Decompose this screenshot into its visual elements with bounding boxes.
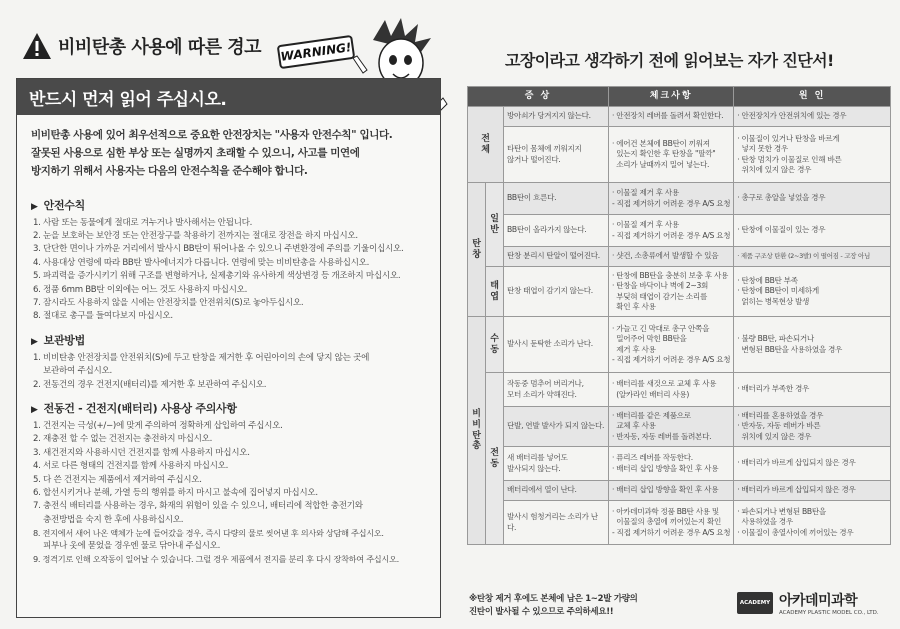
intro-line: 잘못된 사용으로 심한 부상 또는 실명까지 초래할 수 있으니, 사고를 미연에: [31, 146, 360, 159]
table-header-row: [468, 87, 891, 107]
group-label-whole: 전 체: [468, 107, 504, 183]
group-label-magazine: 탄 창: [468, 183, 486, 317]
table-row: [468, 447, 891, 481]
table-row: [468, 107, 891, 127]
academy-logo-korean: 아카데미과학: [779, 593, 858, 609]
list-item: 6. 정품 6mm BB탄 이외에는 어느 것도 사용하지 마십시오.: [33, 284, 248, 295]
cause-cell: · 탄창에 이물질이 있는 경우: [734, 215, 891, 247]
group-label-electric: 전 동: [486, 373, 504, 545]
diagnosis-table: [467, 86, 891, 545]
section-title-storage: ▶ 보관방법: [31, 332, 440, 348]
list-item: 8. 절대로 총구를 들여다보지 마십시오.: [33, 311, 173, 322]
check-cell: · 배터리를 새것으로 교체 후 사용 (알카라인 배터리 사용): [609, 373, 734, 407]
footnote: [469, 593, 638, 619]
list-item: 1. 건전지는 극성(+/−)에 맞게 주의하여 정확하게 삽입하여 주십시오.: [33, 421, 283, 431]
list-item: 2. 재충전 할 수 없는 건전지는 충전하지 마십시오.: [33, 434, 213, 445]
group-label-general: 일 반: [486, 183, 504, 267]
symptom-cell: 배터리에서 열이 난다.: [504, 481, 609, 501]
intro-line: 비비탄총 사용에 있어 최우선적으로 중요한 안전장치는 "사용자 안전수칙" 입니다.: [31, 129, 393, 141]
warning-page: [8, 18, 445, 615]
cause-cell: · 배터리를 혼용하였을 경우 · 반자동, 자동 레버가 바른 위치에 있지 않은 경우: [734, 407, 891, 447]
academy-logo: [737, 590, 879, 616]
symptom-cell: BB탄이 흐른다.: [504, 183, 609, 215]
symptom-cell: 방아쇠가 당겨지지 않는다.: [504, 107, 609, 127]
academy-logo-text: [779, 590, 879, 616]
list-item: 3. 단단한 면이나 가까운 거리에서 발사시 BB탄이 튀어나올 수 있으니 주변환경에 주의를 기울이십시오.: [33, 244, 404, 255]
symptom-cell: 탄창 태엽이 감기지 않는다.: [504, 267, 609, 317]
check-cell: · 가늘고 긴 막대로 총구 안쪽을 밀어주어 막힌 BB탄을 제거 후 사용 - 직접 제거하기 어려운 경우 A/S 요청: [609, 317, 734, 373]
diagnosis-title: 고장이라고 생각하기 전에 읽어보는 자가 진단서!: [505, 51, 834, 70]
table-row: [468, 127, 891, 183]
intro-paragraph: [17, 115, 440, 189]
symptom-cell: 타탄이 몸체에 끼워지지 않거나 떨어진다.: [504, 127, 609, 183]
footnote-line: 진탄이 발사될 수 있으므로 주의하세요!!: [469, 606, 614, 617]
list-item: 6. 합선시키거나 분해, 가열 등의 행위를 하지 마시고 불속에 집어넣지 마십시오.: [33, 488, 318, 499]
check-cell: · 배터리 삽입 방향을 확인 후 사용: [609, 481, 734, 501]
check-cell: · 이물질 제거 후 사용 - 직접 제거하기 어려운 경우 A/S 요청: [609, 215, 734, 247]
symptom-cell: 발사시 험청거리는 소리가 난다.: [504, 501, 609, 545]
cause-cell: · 이물질이 있거나 탄창을 바르게 넣지 못한 경우 · 탄창 멈치가 이물질로 인해 바른 위치에 있지 않은 경우: [734, 127, 891, 183]
table-row: [468, 215, 891, 247]
section-title-battery: ▶ 전동건 - 건전지(배터리) 사용상 주의사항: [31, 400, 440, 416]
list-item: 2. 눈을 보호하는 보안경 또는 안전장구를 착용하기 전까지는 절대로 장전을 하지 마십시오.: [33, 230, 358, 241]
cause-cell: · 배터리가 바르게 삽입되지 않은 경우: [734, 481, 891, 501]
read-first-box: [16, 78, 441, 618]
table-row: [468, 481, 891, 501]
list-item: 7. 충전식 배터리를 사용하는 경우, 화재의 위험이 있을 수 있으니, 배터리에 적합한 충전기와: [33, 501, 363, 512]
check-cell: · 안전장치 레버를 돌려서 확인한다.: [609, 107, 734, 127]
group-label-bb-gun: 비 비 탄 총: [468, 317, 486, 545]
list-item: 피부나 옷에 묻었을 경우엔 물로 닦아내 주십시오.: [43, 541, 221, 552]
table-row: [468, 373, 891, 407]
intro-line: 방지하기 위해서 사용자는 다음의 안전수칙을 준수해야 합니다.: [31, 164, 308, 177]
list-item: 3. 새건전지와 사용하시던 건전지를 함께 사용하지 마십시오.: [33, 447, 250, 458]
check-cell: · 탄창에 BB탄을 충분히 보충 후 사용 · 탄창을 바닥이나 벽에 2~3회 부딪혀 태엽이 감기는 소리를 확인 후 사용: [609, 267, 734, 317]
table-row: [468, 247, 891, 267]
group-label-manual: 수 동: [486, 317, 504, 373]
cause-cell: · 배터리가 부족한 경우: [734, 373, 891, 407]
column-header-symptom: 증 상: [468, 87, 609, 107]
section-title-safety: ▶ 안전수칙: [31, 197, 440, 213]
list-item: 4. 서로 다른 형태의 건전지를 함께 사용하지 마십시오.: [33, 461, 229, 472]
symptom-cell: 발사시 둔탁한 소리가 난다.: [504, 317, 609, 373]
column-header-check: 체크사항: [609, 87, 734, 107]
cause-cell: · 배터리가 바르게 삽입되지 않은 경우: [734, 447, 891, 481]
check-cell: · 퓨리즈 레버를 작동한다. · 배터리 삽입 방향을 확인 후 사용: [609, 447, 734, 481]
list-item: 7. 잠시라도 사용하지 않을 시에는 안전장치를 안전위치(S)로 놓아두십시오.: [33, 297, 304, 308]
table-row: [468, 267, 891, 317]
warning-title-text: 비비탄총 사용에 따른 경고: [58, 37, 262, 58]
list-item: 1. 사람 또는 동물에게 절대로 겨누거나 발사해서는 안됩니다.: [33, 217, 253, 228]
footnote-line: ※탄창 제거 후에도 본체에 남은 1~2발 가량의: [469, 594, 638, 604]
cause-cell: · 총구로 총알을 넣었을 경우: [734, 183, 891, 215]
battery-list: [17, 420, 440, 566]
check-cell: · 샷건, 소총류에서 발생할 수 있음: [609, 247, 734, 267]
safety-rules-list: [17, 217, 440, 324]
symptom-cell: 단발, 연발 발사가 되지 않는다.: [504, 407, 609, 447]
warning-badge: WARNING!: [277, 35, 356, 69]
list-item: 8. 전지에서 새어 나온 액체가 눈에 들어갔을 경우, 즉시 다량의 물로 씻어낸 후 의사와 상담해 주십시오.: [33, 528, 384, 539]
storage-list: [17, 352, 440, 392]
list-item: 충전방법을 숙지 한 후에 사용하십시오.: [43, 514, 184, 525]
cause-cell: · 파손되거나 변형된 BB탄을 사용하였을 경우 · 이물질이 총열사이에 끼어있는 경우: [734, 501, 891, 545]
table-row: [468, 407, 891, 447]
academy-logo-box: ACADEMY: [737, 592, 773, 614]
symptom-cell: 새 배터리를 넣어도 발사되지 않는다.: [504, 447, 609, 481]
warning-title: [22, 32, 261, 60]
read-first-header: 반드시 먼저 읽어 주십시오.: [17, 79, 440, 115]
symptom-cell: BB탄이 올라가지 않는다.: [504, 215, 609, 247]
check-cell: · 배터리를 같은 제품으로 교체 후 사용 · 반자동, 자동 레버를 돌려본다.: [609, 407, 734, 447]
list-item: 2. 전동건의 경우 건전지(배터리)를 제거한 후 보관하여 주십시오.: [33, 379, 267, 390]
cause-cell: · 탄창에 BB탄 부족 · 탄창에 BB탄이 미세하게 얽히는 병목현상 발생: [734, 267, 891, 317]
cause-cell: · 불량 BB탄, 파손되거나 변형된 BB탄을 사용하였을 경우: [734, 317, 891, 373]
list-item: 5. 파괴력을 증가시키기 위해 구조를 변형하거나, 실제총기와 유사하게 색상변경 등 개조하지 마십시오.: [33, 271, 401, 282]
check-cell: · 이물질 제거 후 사용 - 직접 제거하기 어려운 경우 A/S 요청: [609, 183, 734, 215]
cause-cell: · 안전장치가 안전위치에 있는 경우: [734, 107, 891, 127]
table-row: [468, 317, 891, 373]
check-cell: · 아카데미과학 정품 BB탄 사용 및 이물질의 총열에 끼어있는지 확인 - 직접 제거하기 어려운 경우 A/S 요청: [609, 501, 734, 545]
symptom-cell: 탄창 분리시 탄알이 떨어진다.: [504, 247, 609, 267]
check-cell: · 에어건 본체에 BB탄이 끼워져 있는지 확인한 후 탄창을 "딸깍" 소리가 날때까지 밀어 넣는다.: [609, 127, 734, 183]
group-label-spring: 태 엽: [486, 267, 504, 317]
cause-cell: · 제품 구조상 탄환 (2~3발) 이 떨어짐 - 고장 아님: [734, 247, 891, 267]
table-row: [468, 183, 891, 215]
list-item: 보관하여 주십시오.: [43, 366, 112, 377]
warning-triangle-icon: [22, 32, 52, 60]
diagnosis-page: [455, 18, 895, 618]
column-header-cause: 원 인: [734, 87, 891, 107]
table-row: [468, 501, 891, 545]
symptom-cell: 작동중 멈추어 버리거나, 모터 소리가 약해진다.: [504, 373, 609, 407]
list-item: 5. 다 쓴 건전지는 제품에서 제거하여 주십시오.: [33, 474, 202, 485]
list-item: 4. 사용대상 연령에 따라 BB탄 발사에너지가 다릅니다. 연령에 맞는 비비탄총을 사용하십시오.: [33, 257, 370, 268]
list-item: 1. 비비탄총 안전장치를 안전위치(S)에 두고 탄창을 제거한 후 어린아이의 손에 닿지 않는 곳에: [33, 352, 370, 363]
academy-logo-english: ACADEMY PLASTIC MODEL CO., LTD.: [779, 610, 879, 616]
list-item: 9. 정격기로 인해 오작동이 일어날 수 있습니다. 그럴 경우 제품에서 전지를 분리 후 다시 장착하여 주십시오.: [33, 554, 399, 565]
